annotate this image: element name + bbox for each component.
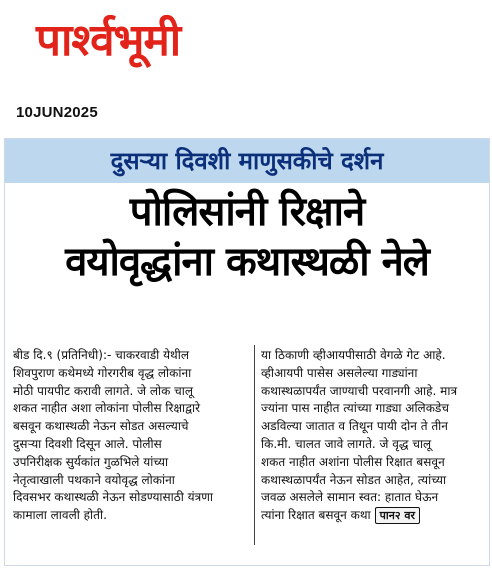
text-line: ज्यांना पास नाहीत त्यांच्या गाड्या अलिकडेच: [261, 401, 449, 416]
text-line: उपनिरीक्षक सुर्यकांत गुळभिले यांच्या: [13, 454, 169, 469]
text-line: दिवसभर कथास्थळी नेऊन सोडण्यासाठी यंत्रणा: [13, 490, 213, 505]
news-clipping: [4, 138, 490, 566]
text-line: कथास्थळापर्यंत नेऊन सोडत आहेत, त्यांच्या: [261, 472, 447, 487]
text-line: शकत नाहीत अशांना पोलीस रिक्षात बसवून: [261, 454, 445, 469]
column-divider: [254, 345, 255, 545]
text-line-fragment: त्यांना रिक्षात बसवून कथा: [261, 508, 371, 523]
continued-on-page-label: पान२ वर: [375, 507, 420, 524]
newspaper-masthead: पार्श्वभूमी: [36, 15, 181, 66]
text-line: शकत नाहीत अशा लोकांना पोलीस रिक्षाद्वारे: [13, 401, 201, 416]
text-line: अडविल्या जातात व तिथून पायी दोन ते तीन: [261, 419, 448, 434]
text-line: या ठिकाणी व्हीआयपीसाठी वेगळे गेट आहे.: [261, 348, 446, 362]
article-kicker: दुसऱ्या दिवशी माणुसकीचे दर्शन: [5, 139, 489, 183]
article-headline: [5, 187, 489, 287]
article-column-left: [13, 347, 249, 525]
text-line: कथास्थळापर्यंत जाण्याची परवानगी आहे. मात्र: [261, 383, 458, 398]
text-line: बसवून कथास्थळी नेऊन सोडत असल्याचे: [13, 419, 189, 434]
headline-line-2: वयोवृद्धांना कथास्थळी नेले: [65, 239, 429, 285]
text-line: व्हीआयपी पासेस असलेल्या गाड्यांना: [261, 365, 418, 380]
text-line: [261, 507, 483, 525]
text-line: कि.मी. चालत जावे लागते. जे वृद्ध चालू: [261, 436, 432, 451]
text-line: दुसऱ्या दिवशी दिसून आले. पोलीस: [13, 436, 162, 451]
article-column-right: [261, 347, 483, 525]
text-line: शिवपुराण कथेमध्ये गोरगरीब वृद्ध लोकांना: [13, 365, 192, 380]
clipping-date: 10JUN2025: [16, 104, 98, 121]
text-line: कामाला लावली होती.: [13, 508, 107, 523]
text-line: नेतृत्वाखाली पथकाने वयोवृद्ध लोकांना: [13, 472, 175, 487]
text-line: मोठी पायपीट करावी लागते. जे लोक चालू: [13, 383, 194, 398]
text-line: बीड दि.९ (प्रतिनिधी):- चाकरवाडी येथील: [13, 348, 189, 362]
text-line: जवळ असलेले सामान स्वत: हातात घेऊन: [261, 490, 439, 505]
headline-line-1: पोलिसांनी रिक्षाने: [129, 189, 365, 235]
